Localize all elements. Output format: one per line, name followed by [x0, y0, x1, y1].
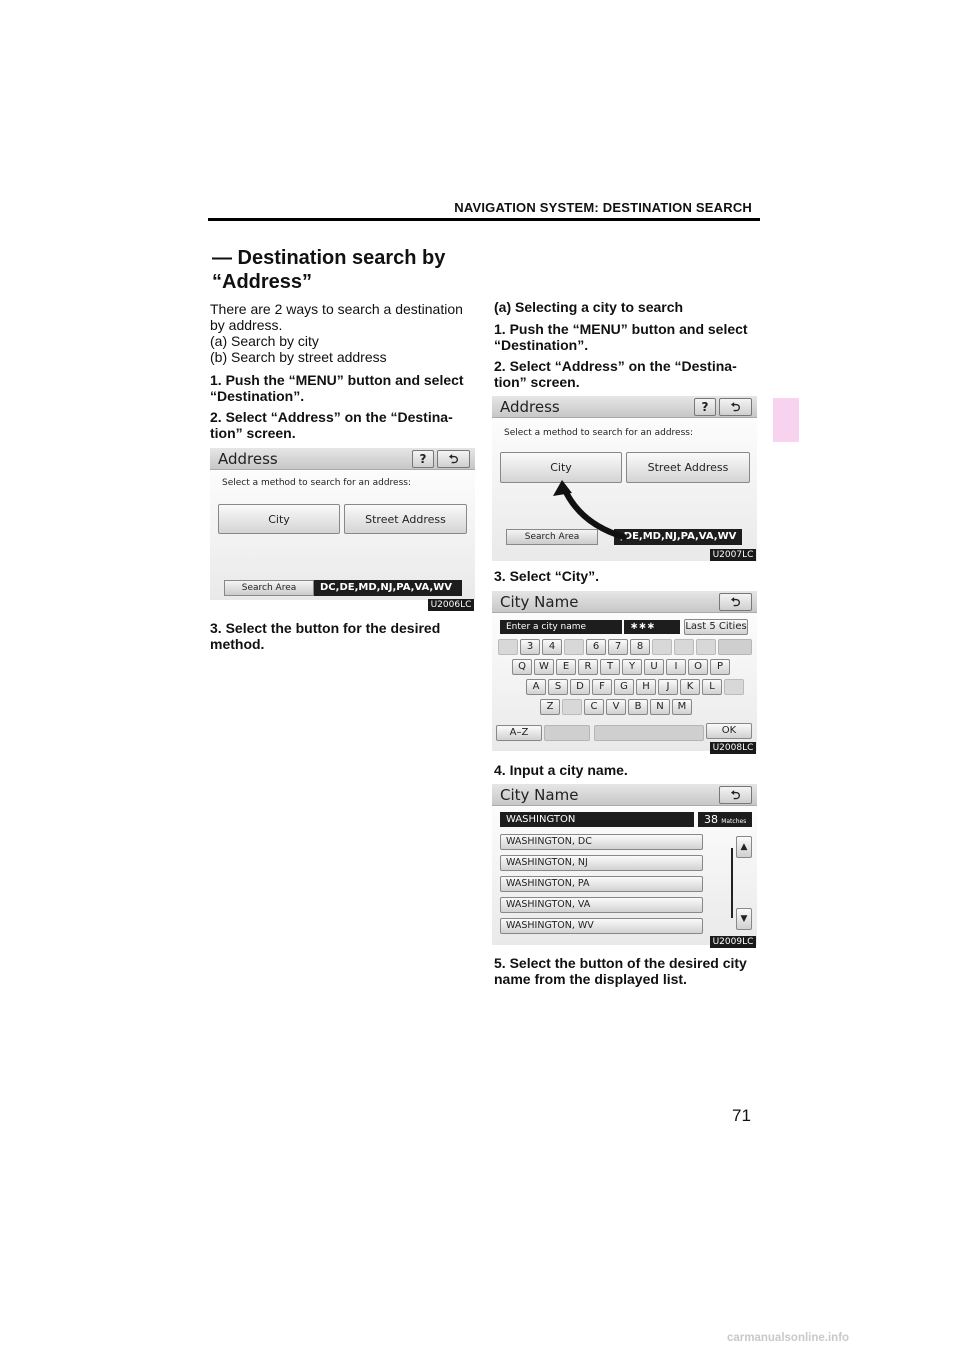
- right-step2: [494, 358, 760, 390]
- key: [562, 699, 582, 715]
- back-icon[interactable]: ⮌: [719, 398, 752, 416]
- key[interactable]: V: [606, 699, 626, 715]
- street-address-button[interactable]: Street Address: [344, 504, 467, 534]
- city-name-input[interactable]: Enter a city name: [500, 620, 622, 634]
- input-placeholder-stars: ∗∗∗: [624, 620, 680, 634]
- screen-title: Address: [218, 450, 278, 468]
- city-name-keyboard-screen: [492, 591, 757, 751]
- key[interactable]: E: [556, 659, 576, 675]
- right-step1-line1: 1. Push the “MENU” button and select: [494, 321, 748, 337]
- scroll-down-icon[interactable]: ▼: [736, 908, 752, 930]
- screen-title: City Name: [500, 786, 579, 804]
- space-button: [594, 725, 704, 741]
- way-a: (a) Search by city: [210, 333, 319, 349]
- right-step5-line2: name from the displayed list.: [494, 971, 687, 987]
- key[interactable]: 8: [630, 639, 650, 655]
- key[interactable]: N: [650, 699, 670, 715]
- match-count-label: Matches: [721, 818, 747, 825]
- section-title-line2: “Address”: [212, 271, 313, 293]
- screen-title: City Name: [500, 593, 579, 611]
- city-list-item[interactable]: WASHINGTON, WV: [500, 918, 703, 934]
- figure-code: U2008LC: [710, 742, 756, 754]
- address-screen-1: [210, 448, 475, 610]
- watermark: carmanualsonline.info: [727, 1332, 850, 1344]
- figure-code: U2006LC: [428, 599, 474, 611]
- left-intro: [210, 301, 476, 365]
- key: [652, 639, 672, 655]
- left-step3: [210, 620, 476, 652]
- key[interactable]: H: [636, 679, 656, 695]
- right-step4: 4. Input a city name.: [494, 762, 628, 778]
- match-count: [698, 812, 752, 827]
- street-address-button[interactable]: Street Address: [626, 452, 750, 483]
- scroll-up-icon[interactable]: ▲: [736, 836, 752, 858]
- key[interactable]: B: [628, 699, 648, 715]
- right-step1-line2: “Destination”.: [494, 337, 589, 353]
- back-icon[interactable]: ⮌: [719, 593, 752, 611]
- key[interactable]: Y: [622, 659, 642, 675]
- key[interactable]: W: [534, 659, 554, 675]
- address-screen-2: [492, 396, 757, 561]
- back-icon[interactable]: ⮌: [437, 450, 470, 468]
- key[interactable]: T: [600, 659, 620, 675]
- right-subheading: (a) Selecting a city to search: [494, 299, 684, 315]
- a-z-button[interactable]: A–Z: [496, 725, 542, 741]
- key[interactable]: 4: [542, 639, 562, 655]
- right-step5-line1: 5. Select the button of the desired city: [494, 955, 747, 971]
- key[interactable]: C: [584, 699, 604, 715]
- chapter-tab: [773, 398, 799, 442]
- left-step1-line1: 1. Push the “MENU” button and select: [210, 372, 464, 388]
- section-title-line1: — Destination search by: [212, 247, 446, 269]
- key[interactable]: 6: [586, 639, 606, 655]
- city-button[interactable]: City: [500, 452, 622, 483]
- right-step3: 3. Select “City”.: [494, 568, 600, 584]
- figure-code: U2007LC: [710, 549, 756, 561]
- ok-button[interactable]: OK: [706, 723, 752, 739]
- right-step1: [494, 321, 760, 353]
- search-area-button[interactable]: Search Area: [224, 580, 314, 596]
- city-button[interactable]: City: [218, 504, 340, 534]
- pointer-arrow: [492, 396, 757, 561]
- way-b: (b) Search by street address: [210, 349, 387, 365]
- intro-line1: There are 2 ways to search a destination: [210, 301, 463, 317]
- key: [674, 639, 694, 655]
- key[interactable]: F: [592, 679, 612, 695]
- key[interactable]: Z: [540, 699, 560, 715]
- key: [498, 639, 518, 655]
- screen-title: Address: [500, 398, 560, 416]
- left-step3-line1: 3. Select the button for the desired: [210, 620, 441, 636]
- key: [724, 679, 744, 695]
- left-step2-line1: 2. Select “Address” on the “Destina-: [210, 409, 453, 425]
- back-icon[interactable]: ⮌: [719, 786, 752, 804]
- key[interactable]: 7: [608, 639, 628, 655]
- search-area-value: ,DE,MD,NJ,PA,VA,WV: [614, 529, 742, 545]
- help-icon[interactable]: ?: [412, 450, 434, 468]
- screen-prompt: Select a method to search for an address:: [222, 478, 411, 488]
- left-step2: [210, 409, 476, 441]
- city-list-item[interactable]: WASHINGTON, DC: [500, 834, 703, 850]
- key[interactable]: R: [578, 659, 598, 675]
- key[interactable]: J: [658, 679, 678, 695]
- search-area-value: DC,DE,MD,NJ,PA,VA,WV: [314, 580, 462, 596]
- other-button: [544, 725, 590, 741]
- key[interactable]: D: [570, 679, 590, 695]
- city-list-item[interactable]: WASHINGTON, PA: [500, 876, 703, 892]
- search-area-button[interactable]: Search Area: [506, 529, 598, 545]
- key[interactable]: I: [666, 659, 686, 675]
- key[interactable]: S: [548, 679, 568, 695]
- city-list-screen: [492, 784, 757, 945]
- key[interactable]: 3: [520, 639, 540, 655]
- city-query-display: WASHINGTON: [500, 812, 694, 827]
- left-step1-line2: “Destination”.: [210, 388, 305, 404]
- screen-prompt: Select a method to search for an address:: [504, 428, 693, 438]
- key[interactable]: P: [710, 659, 730, 675]
- figure-code: U2009LC: [710, 936, 756, 948]
- key[interactable]: A: [526, 679, 546, 695]
- scroll-track: [731, 848, 733, 918]
- city-list-item[interactable]: WASHINGTON, NJ: [500, 855, 703, 871]
- key[interactable]: K: [680, 679, 700, 695]
- last-5-cities-button[interactable]: Last 5 Cities: [684, 619, 748, 635]
- city-list-item[interactable]: WASHINGTON, VA: [500, 897, 703, 913]
- key[interactable]: U: [644, 659, 664, 675]
- key[interactable]: O: [688, 659, 708, 675]
- left-step2-line2: tion” screen.: [210, 425, 296, 441]
- section-title: [212, 246, 445, 294]
- backspace-key: [718, 639, 752, 655]
- left-step3-line2: method.: [210, 636, 265, 652]
- header-rule: [208, 218, 760, 221]
- key: [564, 639, 584, 655]
- help-icon[interactable]: ?: [694, 398, 716, 416]
- key: [696, 639, 716, 655]
- intro-line2: by address.: [210, 317, 283, 333]
- page-number: 71: [732, 1106, 751, 1125]
- key[interactable]: G: [614, 679, 634, 695]
- left-step1: [210, 372, 476, 404]
- key[interactable]: M: [672, 699, 692, 715]
- key[interactable]: L: [702, 679, 722, 695]
- right-step5: [494, 955, 760, 987]
- right-step2-line1: 2. Select “Address” on the “Destina-: [494, 358, 737, 374]
- running-header: NAVIGATION SYSTEM: DESTINATION SEARCH: [454, 200, 752, 215]
- key[interactable]: Q: [512, 659, 532, 675]
- match-count-number: 38: [704, 813, 718, 826]
- right-step2-line2: tion” screen.: [494, 374, 580, 390]
